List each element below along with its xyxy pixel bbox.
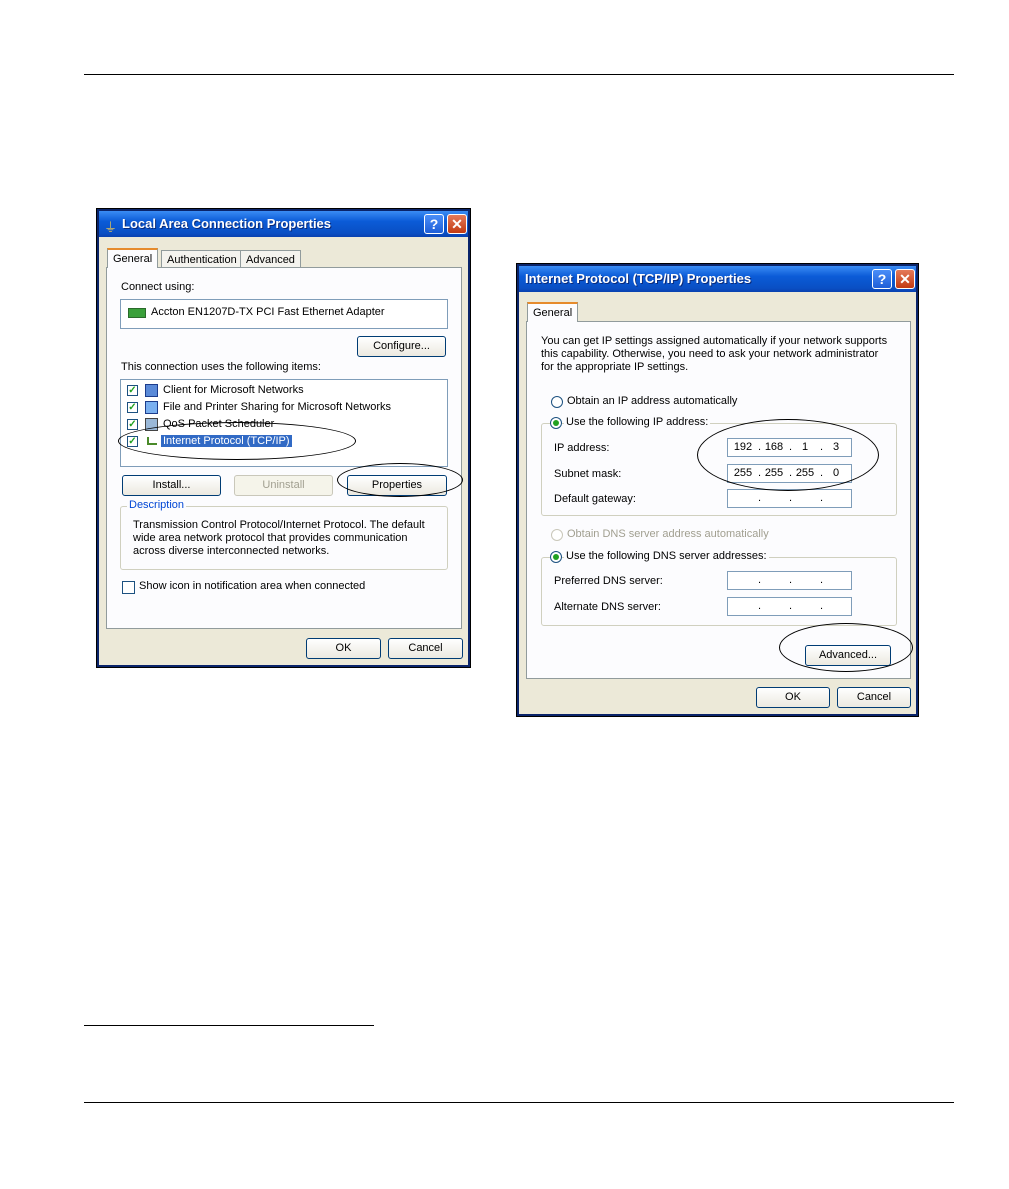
- highlight-ellipse: [779, 623, 913, 672]
- mask-octet: 255: [795, 467, 815, 479]
- obtain-ip-radio[interactable]: [551, 396, 563, 408]
- item-checkbox[interactable]: ✓: [128, 436, 137, 447]
- mask-dot: .: [789, 467, 793, 479]
- properties-button[interactable]: Properties: [347, 475, 447, 496]
- highlight-ellipse: [118, 422, 356, 460]
- mask-octet: 255: [733, 467, 753, 479]
- bottom-rule: [84, 1102, 954, 1103]
- default-gateway-field[interactable]: [727, 489, 852, 508]
- gateway-dot: .: [789, 492, 793, 504]
- help-button[interactable]: ?: [872, 269, 892, 289]
- adapter-icon: [128, 308, 146, 318]
- cancel-button[interactable]: Cancel: [837, 687, 911, 708]
- dns-dot: .: [820, 600, 824, 612]
- close-button[interactable]: ✕: [895, 269, 915, 289]
- gateway-dot: .: [758, 492, 762, 504]
- advanced-button[interactable]: Advanced...: [805, 645, 891, 666]
- tab-advanced[interactable]: Advanced: [240, 250, 301, 268]
- client-icon: [145, 384, 158, 397]
- default-gateway-label: Default gateway:: [554, 493, 636, 505]
- close-button[interactable]: ✕: [447, 214, 467, 234]
- ip-octet: 3: [832, 441, 840, 453]
- preferred-dns-label: Preferred DNS server:: [554, 575, 663, 587]
- description-group: [120, 499, 448, 570]
- dns-dot: .: [820, 574, 824, 586]
- install-button[interactable]: Install...: [122, 475, 221, 496]
- dns-group: [541, 550, 897, 626]
- use-dns-label: Use the following DNS server addresses:: [566, 550, 767, 562]
- title-bar[interactable]: [99, 211, 468, 237]
- description-title: Description: [129, 499, 185, 511]
- file-sharing-icon: [145, 401, 158, 414]
- items-label: This connection uses the following items:: [121, 361, 321, 373]
- mask-dot: .: [758, 467, 762, 479]
- dns-dot: .: [758, 600, 762, 612]
- show-icon-checkbox[interactable]: [122, 581, 135, 594]
- mask-dot: .: [820, 467, 824, 479]
- ip-octet: 168: [764, 441, 784, 453]
- ip-dot: .: [758, 441, 762, 453]
- item-checkbox[interactable]: ✓: [128, 402, 137, 413]
- list-item[interactable]: [121, 383, 441, 399]
- footnote-rule: [84, 1025, 374, 1026]
- adapter-field: [120, 299, 448, 329]
- dialog-title: Internet Protocol (TCP/IP) Properties: [525, 271, 752, 286]
- tab-authentication[interactable]: Authentication: [161, 250, 243, 268]
- item-label: File and Printer Sharing for Microsoft Networks: [163, 401, 392, 413]
- tab-general[interactable]: General: [527, 302, 578, 322]
- help-button[interactable]: ?: [424, 214, 444, 234]
- subnet-mask-label: Subnet mask:: [554, 468, 622, 480]
- ok-button[interactable]: OK: [756, 687, 830, 708]
- item-checkbox[interactable]: ✓: [128, 419, 137, 430]
- dialog-title: Local Area Connection Properties: [122, 216, 332, 231]
- dns-dot: .: [789, 574, 793, 586]
- ip-octet: 1: [801, 441, 809, 453]
- highlight-ellipse: [697, 419, 879, 491]
- description-text: Transmission Control Protocol/Internet Protocol. The default wide area network protocol that provides communication across diverse interconnected networks.: [133, 519, 425, 557]
- obtain-ip-label: Obtain an IP address automatically: [567, 395, 738, 407]
- ip-octet: 192: [733, 441, 753, 453]
- network-icon: ⏚: [104, 220, 118, 235]
- ok-button[interactable]: OK: [306, 638, 381, 659]
- intro-text: You can get IP settings assigned automatically if your network supports this capability. Otherwise, you need to ask your network administrator for the appropriate IP settings.: [541, 335, 888, 373]
- obtain-dns-radio[interactable]: [551, 529, 563, 541]
- item-label: QoS Packet Scheduler: [163, 418, 275, 430]
- ip-address-label: IP address:: [554, 442, 610, 454]
- show-icon-label: Show icon in notification area when connected: [139, 580, 366, 592]
- connect-using-label: Connect using:: [121, 281, 195, 293]
- preferred-dns-field[interactable]: [727, 571, 852, 590]
- list-item[interactable]: [121, 400, 441, 416]
- item-checkbox[interactable]: ✓: [128, 385, 137, 396]
- gateway-dot: .: [820, 492, 824, 504]
- tab-general[interactable]: General: [107, 248, 158, 268]
- use-ip-radio[interactable]: [550, 417, 562, 429]
- alternate-dns-field[interactable]: [727, 597, 852, 616]
- configure-button[interactable]: Configure...: [357, 336, 446, 357]
- ip-dot: .: [789, 441, 793, 453]
- top-rule: [84, 74, 954, 75]
- adapter-name: Accton EN1207D-TX PCI Fast Ethernet Adapter: [151, 306, 385, 318]
- mask-octet: 255: [764, 467, 784, 479]
- use-dns-radio[interactable]: [550, 551, 562, 563]
- item-label: Client for Microsoft Networks: [163, 384, 304, 396]
- item-label-selected: Internet Protocol (TCP/IP): [163, 435, 290, 447]
- obtain-dns-label: Obtain DNS server address automatically: [567, 528, 769, 540]
- cancel-button[interactable]: Cancel: [388, 638, 463, 659]
- ip-dot: .: [820, 441, 824, 453]
- highlight-ellipse: [337, 463, 463, 497]
- dns-dot: .: [789, 600, 793, 612]
- use-ip-label: Use the following IP address:: [566, 416, 709, 428]
- title-bar[interactable]: [519, 266, 916, 292]
- dns-dot: .: [758, 574, 762, 586]
- uninstall-button[interactable]: Uninstall: [234, 475, 333, 496]
- mask-octet: 0: [832, 467, 840, 479]
- alternate-dns-label: Alternate DNS server:: [554, 601, 661, 613]
